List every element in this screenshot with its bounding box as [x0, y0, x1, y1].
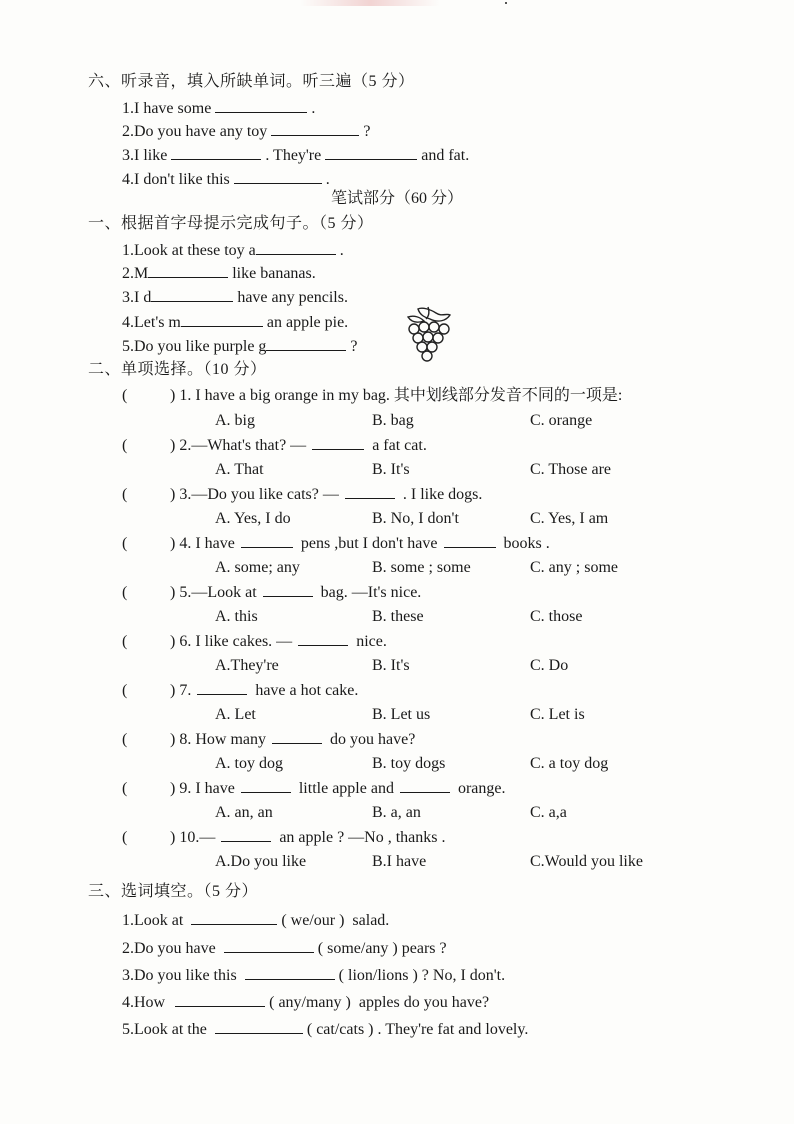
answer-blank[interactable] — [271, 121, 359, 136]
question-text: 1. I have a big orange in my bag. 其中划线部分发音不同的一项是: — [179, 387, 623, 404]
answer-blank[interactable] — [191, 910, 277, 925]
s3-item-3: 3.Do you like this ( lion/lions ) ? No, I don't. — [122, 967, 506, 984]
answer-paren-close: ) — [170, 682, 176, 699]
option-b[interactable]: B. Let us — [372, 706, 431, 723]
question-text: 3.—Do you like cats? — — [179, 486, 339, 503]
answer-blank[interactable] — [234, 169, 322, 184]
answer-paren-close: ) — [170, 486, 176, 503]
option-a[interactable]: A. big — [215, 412, 255, 429]
answer-paren[interactable]: ( — [122, 486, 128, 503]
section-3-heading: 三、选词填空。（5 分） — [88, 883, 259, 900]
question-10 — [122, 827, 446, 848]
question-text: an apple ? —No , thanks . — [279, 829, 446, 846]
answer-blank[interactable] — [345, 484, 395, 499]
section-6-heading: 六、听录音，填入所缺单词。听三遍（5 分） — [88, 73, 415, 90]
answer-blank[interactable] — [272, 729, 322, 744]
s1-item-3: 3.I d have any pencils. — [122, 289, 348, 306]
answer-blank[interactable] — [171, 145, 261, 160]
answer-paren-close: ) — [170, 387, 176, 404]
answer-blank[interactable] — [241, 533, 293, 548]
option-b[interactable]: B. a, an — [372, 804, 421, 821]
question-text: books . — [503, 535, 550, 552]
question-7 — [122, 680, 358, 701]
question-text: 6. I like cakes. — — [179, 633, 293, 650]
answer-blank[interactable] — [221, 827, 271, 842]
answer-paren[interactable]: ( — [122, 387, 128, 404]
answer-paren[interactable]: ( — [122, 780, 128, 797]
question-text: bag. —It's nice. — [320, 584, 422, 601]
option-a[interactable]: A. an, an — [215, 804, 273, 821]
option-c[interactable]: C. Yes, I am — [530, 510, 609, 527]
s6-item-4: 4.I don't like this . — [122, 171, 330, 188]
question-text: little apple and — [298, 780, 394, 797]
question-text: orange. — [457, 780, 506, 797]
written-part-title: 笔试部分（60 分） — [330, 190, 463, 207]
option-c[interactable]: C. Those are — [530, 461, 612, 478]
option-b[interactable]: B. toy dogs — [372, 755, 446, 772]
answer-blank[interactable] — [224, 938, 314, 953]
question-text: . I like dogs. — [402, 486, 483, 503]
option-a[interactable]: A. this — [215, 608, 258, 625]
answer-paren[interactable]: ( — [122, 682, 128, 699]
answer-blank[interactable] — [151, 287, 233, 302]
answer-paren-close: ) — [170, 780, 176, 797]
answer-paren-close: ) — [170, 535, 176, 552]
question-text: 2.—What's that? — — [179, 437, 307, 454]
option-b[interactable]: B. some ; some — [372, 559, 471, 576]
question-text: 9. I have — [179, 780, 235, 797]
answer-paren[interactable]: ( — [122, 731, 128, 748]
s3-item-1: 1.Look at ( we/our ) salad. — [122, 912, 390, 929]
option-b[interactable]: B. bag — [372, 412, 414, 429]
answer-blank[interactable] — [215, 98, 307, 113]
answer-blank[interactable] — [325, 145, 417, 160]
answer-paren-close: ) — [170, 633, 176, 650]
s6-item-1: 1.I have some . — [122, 100, 316, 117]
question-9 — [122, 778, 505, 799]
option-a[interactable]: A.They're — [215, 657, 279, 674]
option-c[interactable]: C.Would you like — [530, 853, 643, 870]
s1-item-5: 5.Do you like purple g ? — [122, 338, 358, 355]
question-text: do you have? — [329, 731, 416, 748]
option-c[interactable]: C. Let is — [530, 706, 585, 723]
question-1 — [122, 386, 622, 406]
answer-blank[interactable] — [312, 435, 364, 450]
question-text: 8. How many — [179, 731, 266, 748]
option-b[interactable]: B. No, I don't — [372, 510, 459, 527]
option-c[interactable]: C. those — [530, 608, 583, 625]
question-text: 7. — [179, 682, 192, 699]
answer-blank[interactable] — [197, 680, 247, 695]
option-a[interactable]: A. toy dog — [215, 755, 283, 772]
option-a[interactable]: A. some; any — [215, 559, 300, 576]
option-b[interactable]: B.I have — [372, 853, 427, 870]
s3-item-4: 4.How ( any/many ) apples do you have? — [122, 994, 490, 1011]
question-6 — [122, 631, 387, 652]
scan-dot — [505, 2, 507, 4]
answer-blank[interactable] — [298, 631, 348, 646]
option-a[interactable]: A. Yes, I do — [215, 510, 291, 527]
answer-blank[interactable] — [148, 263, 228, 278]
question-text: a fat cat. — [372, 437, 427, 454]
question-text: pens ,but I don't have — [300, 535, 438, 552]
question-text: have a hot cake. — [255, 682, 359, 699]
option-a[interactable]: A. That — [215, 461, 264, 478]
answer-blank[interactable] — [215, 1019, 303, 1034]
option-c[interactable]: C. a,a — [530, 804, 567, 821]
scan-mark — [300, 0, 440, 6]
question-5 — [122, 582, 421, 603]
answer-blank[interactable] — [175, 992, 265, 1007]
option-c[interactable]: C. orange — [530, 412, 593, 429]
option-b[interactable]: B. It's — [372, 461, 410, 478]
answer-blank[interactable] — [444, 533, 496, 548]
question-text: 5.—Look at — [179, 584, 257, 601]
option-b[interactable]: B. It's — [372, 657, 410, 674]
question-2 — [122, 435, 427, 456]
s1-item-1: 1.Look at these toy a . — [122, 242, 344, 259]
answer-paren[interactable]: ( — [122, 535, 128, 552]
answer-blank[interactable] — [245, 965, 335, 980]
answer-blank[interactable] — [181, 312, 263, 327]
s1-item-2: 2.M like bananas. — [122, 265, 316, 282]
answer-blank[interactable] — [400, 778, 450, 793]
answer-paren-close: ) — [170, 731, 176, 748]
section-2-heading: 二、单项选择。（10 分） — [88, 361, 267, 378]
answer-paren-close: ) — [170, 829, 176, 846]
answer-blank[interactable] — [266, 336, 346, 351]
question-text: nice. — [356, 633, 387, 650]
question-8 — [122, 729, 415, 750]
option-a[interactable]: A.Do you like — [215, 853, 307, 870]
answer-paren[interactable]: ( — [122, 829, 128, 846]
s6-item-3: 3.I like . They're and fat. — [122, 147, 470, 164]
question-text: 4. I have — [179, 535, 235, 552]
option-b[interactable]: B. these — [372, 608, 424, 625]
question-3 — [122, 484, 482, 505]
option-c[interactable]: C. a toy dog — [530, 755, 609, 772]
s6-item-2: 2.Do you have any toy ? — [122, 123, 371, 140]
answer-paren[interactable]: ( — [122, 633, 128, 650]
question-text: 10.— — [179, 829, 216, 846]
s1-item-4: 4.Let's m an apple pie. — [122, 314, 349, 331]
option-c[interactable]: C. Do — [530, 657, 569, 674]
section-1-heading: 一、根据首字母提示完成句子。（5 分） — [88, 215, 374, 232]
question-4 — [122, 533, 550, 554]
answer-paren[interactable]: ( — [122, 437, 128, 454]
option-a[interactable]: A. Let — [215, 706, 256, 723]
answer-blank[interactable] — [263, 582, 313, 597]
s3-item-2: 2.Do you have ( some/any ) pears ? — [122, 940, 447, 957]
s3-item-5: 5.Look at the ( cat/cats ) . They're fat and lovely. — [122, 1021, 529, 1038]
answer-blank[interactable] — [256, 240, 336, 255]
grapes-icon — [400, 303, 458, 365]
answer-paren[interactable]: ( — [122, 584, 128, 601]
option-c[interactable]: C. any ; some — [530, 559, 618, 576]
answer-paren-close: ) — [170, 584, 176, 601]
answer-blank[interactable] — [241, 778, 291, 793]
answer-paren-close: ) — [170, 437, 176, 454]
